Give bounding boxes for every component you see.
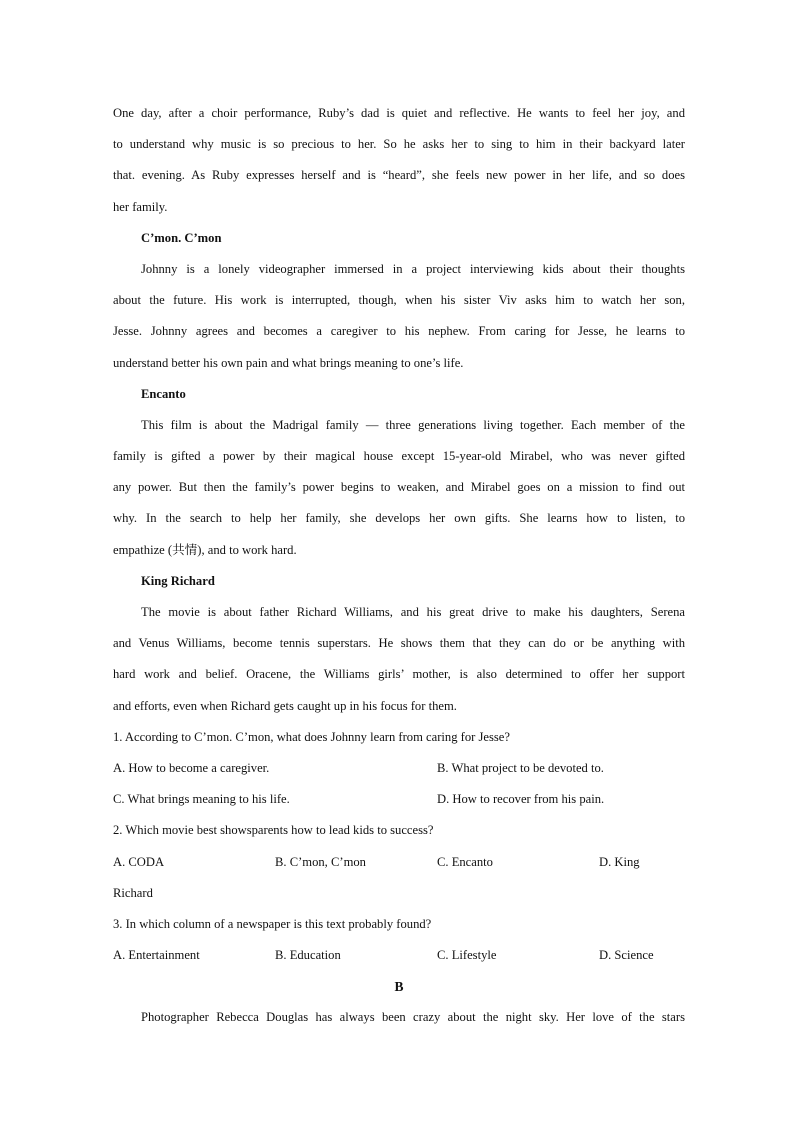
answer-option: A. CODA <box>113 854 165 869</box>
movie-description-line: understand better his own pain and what brings meaning to one’s life. <box>113 355 464 370</box>
movie-description-line: The movie is about father Richard Williams, and his great drive to make his daughters, Serena <box>141 605 685 619</box>
question-stem: 2. Which movie best showsparents how to lead kids to success? <box>113 823 434 838</box>
answer-option: D. King <box>599 854 640 869</box>
answer-option: C. Encanto <box>437 854 493 869</box>
section-label: B <box>394 979 404 995</box>
passage-line: to understand why music is so precious to her. So he asks her to sing to him in their backyard later <box>113 137 685 152</box>
answer-option: B. C’mon, C’mon <box>275 854 366 869</box>
passage-line: One day, after a choir performance, Ruby’s dad is quiet and reflective. He wants to feel her joy, and <box>113 106 685 120</box>
movie-description-line: any power. But then the family’s power begins to weaken, and Mirabel goes on a mission to find out <box>113 480 685 495</box>
movie-description-line: empathize (共情), and to work hard. <box>113 542 297 557</box>
answer-option: D. How to recover from his pain. <box>437 792 605 807</box>
answer-option: D. Science <box>599 948 654 963</box>
answer-option: A. Entertainment <box>113 948 200 963</box>
movie-description-line: Jesse. Johnny agrees and becomes a caregiver to his nephew. From caring for Jesse, he learns to <box>113 324 685 339</box>
answer-option: A. How to become a caregiver. <box>113 760 270 775</box>
movie-description-line: Johnny is a lonely videographer immersed in a project interviewing kids about their thoughts <box>141 261 685 276</box>
answer-option: C. What brings meaning to his life. <box>113 792 290 807</box>
page-content <box>113 98 685 1034</box>
movie-description-line: about the future. His work is interrupted, though, when his sister Viv asks him to watch her son, <box>113 293 685 308</box>
movie-title: Encanto <box>141 386 186 401</box>
answer-option: B. Education <box>275 948 341 963</box>
answer-option: C. Lifestyle <box>437 948 497 963</box>
option-row <box>113 753 685 784</box>
movie-description-line: hard work and belief. Oracene, the Williams girls’ mother, is also determined to offer her support <box>113 667 685 682</box>
passage-line: her family. <box>113 199 168 214</box>
passage-line: that. evening. As Ruby expresses herself and is “heard”, she feels new power in her life, and so does <box>113 168 685 183</box>
movie-title: King Richard <box>141 573 215 588</box>
option-row <box>113 847 685 878</box>
answer-option: B. What project to be devoted to. <box>437 760 604 775</box>
passage-line: Photographer Rebecca Douglas has always been crazy about the night sky. Her love of the stars <box>141 1010 685 1025</box>
movie-description-line: This film is about the Madrigal family — three generations living together. Each member of the <box>141 417 685 432</box>
movie-title: C’mon. C’mon <box>141 230 222 245</box>
movie-description-line: and Venus Williams, become tennis superstars. He shows them that they can do or be anything with <box>113 636 685 651</box>
option-row <box>113 784 685 815</box>
question-stem: 3. In which column of a newspaper is this text probably found? <box>113 916 432 931</box>
movie-description-line: why. In the search to help her family, she develops her own gifts. She learns how to listen, to <box>113 511 685 526</box>
answer-option-wrap: Richard <box>113 885 153 900</box>
question-stem: 1. According to C’mon. C’mon, what does Johnny learn from caring for Jesse? <box>113 729 510 744</box>
movie-description-line: family is gifted a power by their magical house except 15-year-old Mirabel, who was never gifted <box>113 449 685 464</box>
movie-description-line: and efforts, even when Richard gets caught up in his focus for them. <box>113 698 457 713</box>
option-row <box>113 940 685 971</box>
